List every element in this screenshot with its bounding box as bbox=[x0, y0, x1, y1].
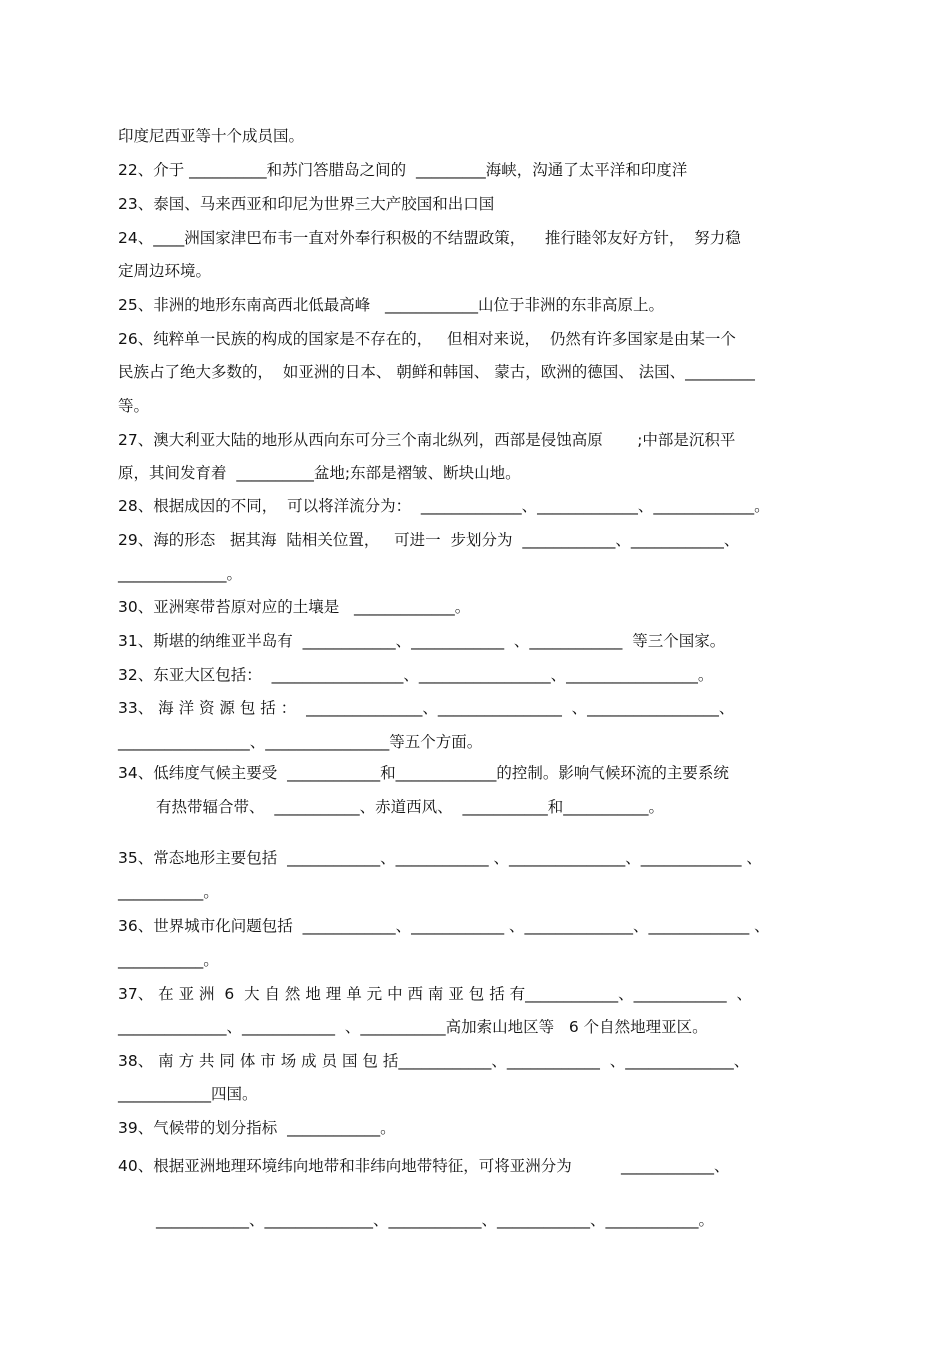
question-22: 22、介于 __________和苏门答腊岛之间的 _________海峡，沟通了太平洋和印度洋 bbox=[118, 161, 688, 179]
text-line: 原，其间发育着 __________盆地;东部是褶皱、断块山地。 bbox=[118, 464, 521, 482]
question-33: 33、 海 洋 资 源 包 括 ： _______________、________________ 、_________________、 bbox=[118, 699, 735, 717]
question-27: 27、澳大利亚大陆的地形从西向东可分三个南北纵列，西部是侵蚀高原 ;中部是沉积平 bbox=[118, 431, 736, 449]
question-29: 29、海的形态 据其海 陆相关位置， 可进一 步划分为 ____________、____________、 bbox=[118, 531, 740, 549]
text-line: ____________四国。 bbox=[118, 1085, 258, 1103]
text-line: ___________。 bbox=[118, 883, 219, 901]
question-40: 40、根据亚洲地理环境纬向地带和非纬向地带特征，可将亚洲分为 ____________、 bbox=[118, 1157, 730, 1175]
question-28: 28、根据成因的不同， 可以将洋流分为： _____________、_____________、_____________。 bbox=[118, 497, 770, 515]
question-36: 36、世界城市化问题包括 ____________、____________ 、______________、_____________ 、 bbox=[118, 917, 770, 935]
text-line: ___________。 bbox=[118, 951, 219, 969]
question-26: 26、纯粹单一民族的构成的国家是不存在的， 但相对来说， 仍然有许多国家是由某一个 bbox=[118, 330, 736, 348]
text-line: 民族占了绝大多数的， 如亚洲的日本、 朝鲜和韩国、 蒙古，欧洲的德国、 法国、_________ bbox=[118, 363, 755, 381]
question-31: 31、斯堪的纳维亚半岛有 ____________、____________ 、____________ 等三个国家。 bbox=[118, 632, 726, 650]
question-23: 23、泰国、马来西亚和印尼为世界三大产胶国和出口国 bbox=[118, 195, 495, 213]
question-32: 32、东亚大区包括： _________________、_________________、_________________。 bbox=[118, 666, 714, 684]
question-38: 38、 南 方 共 同 体 市 场 成 员 国 包 括____________、____________ 、______________、 bbox=[118, 1052, 750, 1070]
question-24: 24、____洲国家津巴布韦一直对外奉行积极的不结盟政策， 推行睦邻友好方针， 努力稳 bbox=[118, 229, 741, 247]
text-line: ______________、____________ 、___________高加索山地区等 6 个自然地理亚区。 bbox=[118, 1018, 708, 1036]
question-25: 25、非洲的地形东南高西北低最高峰 ____________山位于非洲的东非高原上。 bbox=[118, 296, 665, 314]
question-37: 37、 在 亚 洲 6 大 自 然 地 理 单 元 中 西 南 亚 包 括 有____________、____________ 、 bbox=[118, 985, 752, 1003]
text-line: 等。 bbox=[118, 397, 150, 415]
text-line: ____________、______________、____________、____________、____________。 bbox=[156, 1211, 715, 1229]
question-34: 34、低纬度气候主要受 ____________和_____________的控制。影响气候环流的主要系统 bbox=[118, 764, 729, 782]
text-line: _________________、________________等五个方面。 bbox=[118, 733, 483, 751]
question-35: 35、常态地形主要包括 ____________、____________ 、_______________、_____________ 、 bbox=[118, 849, 762, 867]
question-39: 39、气候带的划分指标 ____________。 bbox=[118, 1119, 396, 1137]
text-line: ______________。 bbox=[118, 565, 243, 583]
question-30: 30、亚洲寒带苔原对应的土壤是 _____________。 bbox=[118, 598, 471, 616]
text-line: 印度尼西亚等十个成员国。 bbox=[118, 127, 305, 145]
text-line: 有热带辐合带、 ___________、赤道西风、 ___________和___________。 bbox=[156, 798, 664, 816]
text-line: 定周边环境。 bbox=[118, 262, 212, 280]
